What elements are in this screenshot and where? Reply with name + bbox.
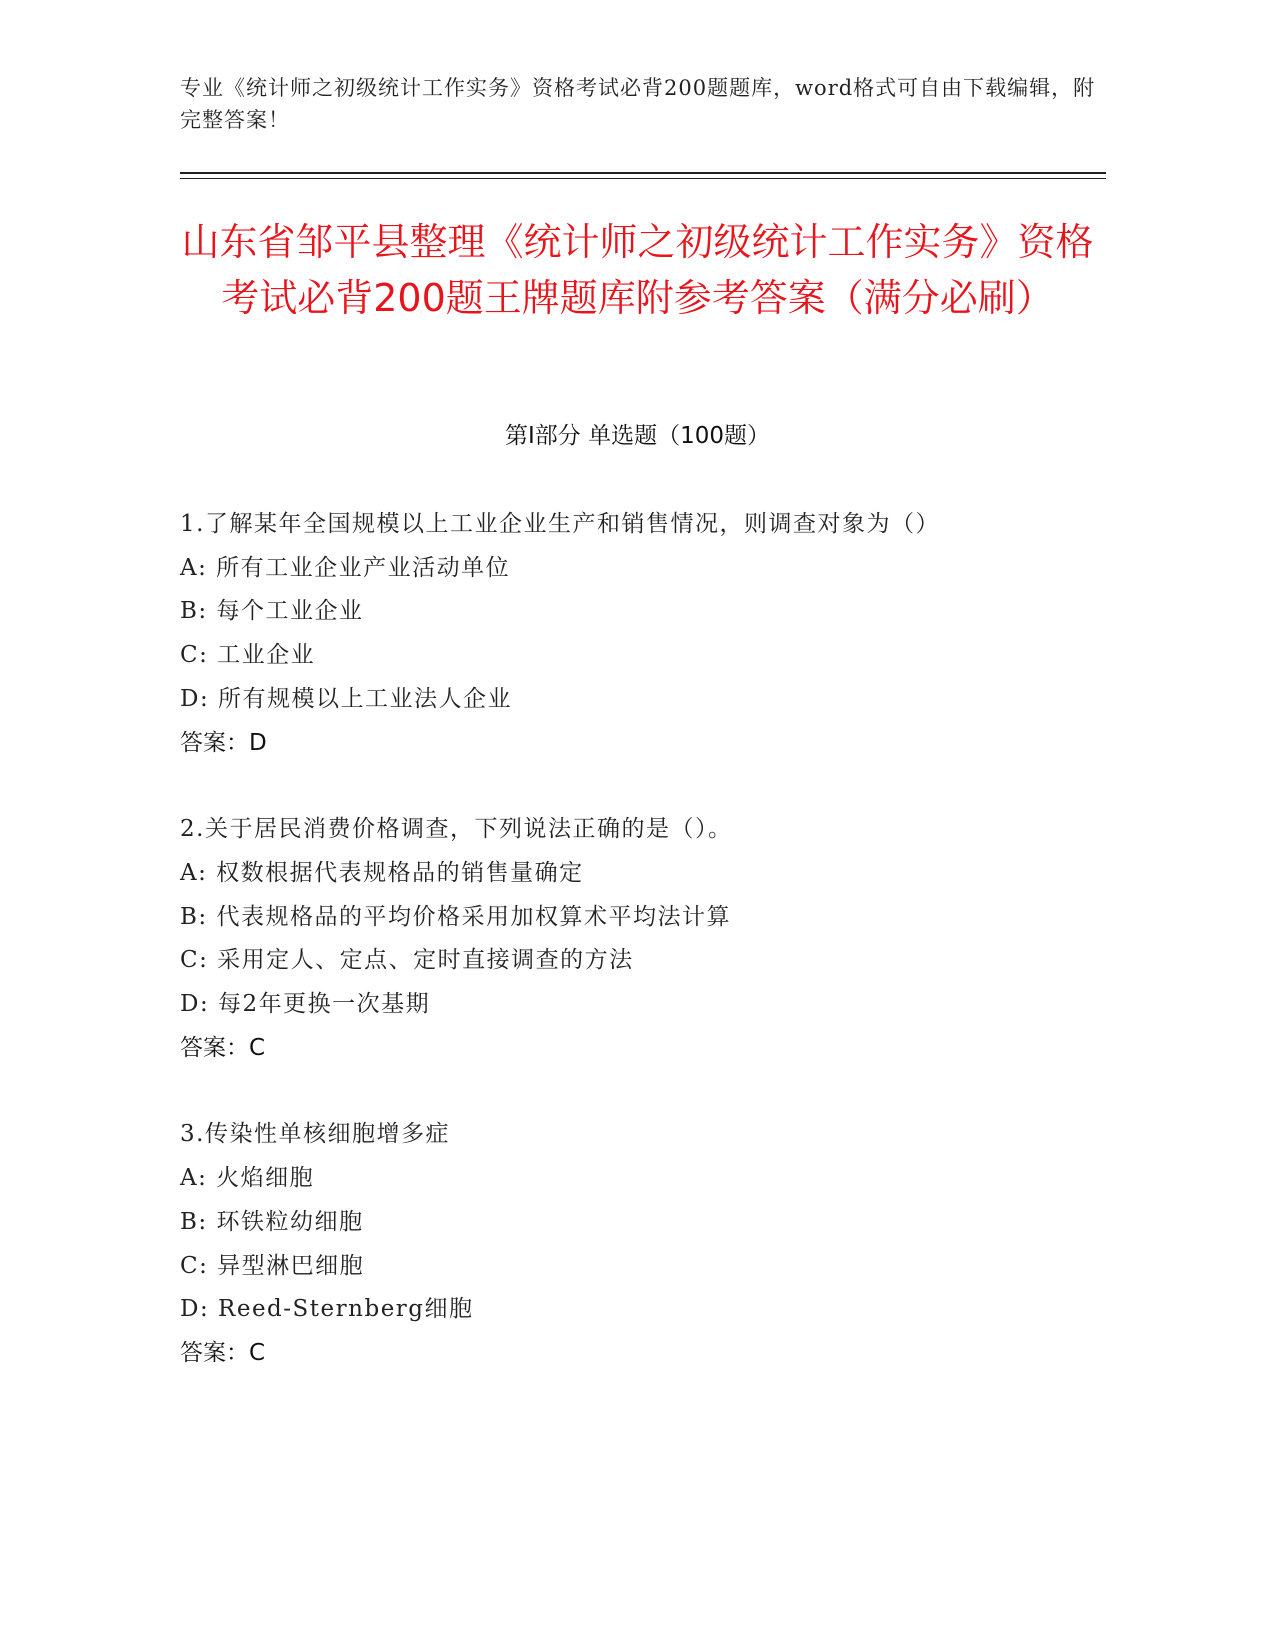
answer-line — [180, 1332, 1040, 1376]
option-key: B: — [180, 598, 208, 625]
option-key: C: — [180, 1252, 209, 1279]
question-list — [180, 503, 1040, 1419]
section-title: 第Ⅰ部分 单选题（100题） — [505, 423, 770, 449]
answer-value: D — [249, 729, 267, 756]
option-b — [180, 1201, 1040, 1245]
answer-label: 答案： — [180, 1034, 249, 1061]
option-d — [180, 678, 1040, 722]
option-text: 代表规格品的平均价格采用加权算术平均法计算 — [216, 903, 731, 930]
question-2 — [180, 808, 1040, 1070]
answer-line — [180, 1027, 1040, 1071]
question-stem: 3.传染性单核细胞增多症 — [180, 1121, 450, 1148]
option-a — [180, 1157, 1040, 1201]
option-text: 异型淋巴细胞 — [217, 1252, 365, 1279]
header-rule-thick — [180, 172, 1106, 174]
answer-line — [180, 722, 1040, 766]
answer-value: C — [249, 1034, 266, 1061]
option-c — [180, 1245, 1040, 1289]
option-b — [180, 590, 1040, 634]
option-a — [180, 852, 1040, 896]
header-note: 专业《统计师之初级统计工作实务》资格考试必背200题题库，word格式可自由下载编辑，附完整答案！ — [180, 76, 1096, 132]
option-key: D: — [180, 991, 210, 1018]
option-c — [180, 939, 1040, 983]
option-d — [180, 983, 1040, 1027]
answer-label: 答案： — [180, 1339, 249, 1366]
question-1 — [180, 503, 1040, 765]
option-key: C: — [180, 642, 209, 669]
option-key: B: — [180, 903, 208, 930]
header-rule-thin — [180, 178, 1106, 179]
option-key: D: — [180, 1296, 210, 1323]
option-key: A: — [180, 1165, 208, 1192]
option-text: 每2年更换一次基期 — [218, 991, 431, 1018]
option-text: 所有工业企业产业活动单位 — [216, 554, 511, 581]
question-3 — [180, 1113, 1040, 1375]
option-d — [180, 1288, 1040, 1332]
option-text: 采用定人、定点、定时直接调查的方法 — [217, 947, 634, 974]
option-key: A: — [180, 554, 208, 581]
option-a — [180, 547, 1040, 591]
answer-value: C — [249, 1339, 266, 1366]
option-c — [180, 634, 1040, 678]
option-text: 所有规模以上工业法人企业 — [218, 685, 513, 712]
option-text: 环铁粒幼细胞 — [216, 1208, 364, 1235]
question-stem: 2.关于居民消费价格调查，下列说法正确的是（）。 — [180, 816, 733, 843]
option-text: 权数根据代表规格品的销售量确定 — [216, 859, 584, 886]
option-text: Reed-Sternberg细胞 — [218, 1296, 474, 1323]
option-text: 火焰细胞 — [216, 1165, 315, 1192]
document-title: 山东省邹平县整理《统计师之初级统计工作实务》资格考试必背200题王牌题库附参考答案（满分必刷） — [181, 220, 1094, 320]
option-text: 工业企业 — [217, 642, 316, 669]
answer-label: 答案： — [180, 729, 249, 756]
option-key: D: — [180, 685, 210, 712]
option-text: 每个工业企业 — [216, 598, 364, 625]
question-stem: 1.了解某年全国规模以上工业企业生产和销售情况，则调查对象为（） — [180, 511, 940, 537]
option-key: C: — [180, 947, 209, 974]
option-key: B: — [180, 1208, 208, 1235]
option-b — [180, 896, 1040, 940]
option-key: A: — [180, 859, 208, 886]
